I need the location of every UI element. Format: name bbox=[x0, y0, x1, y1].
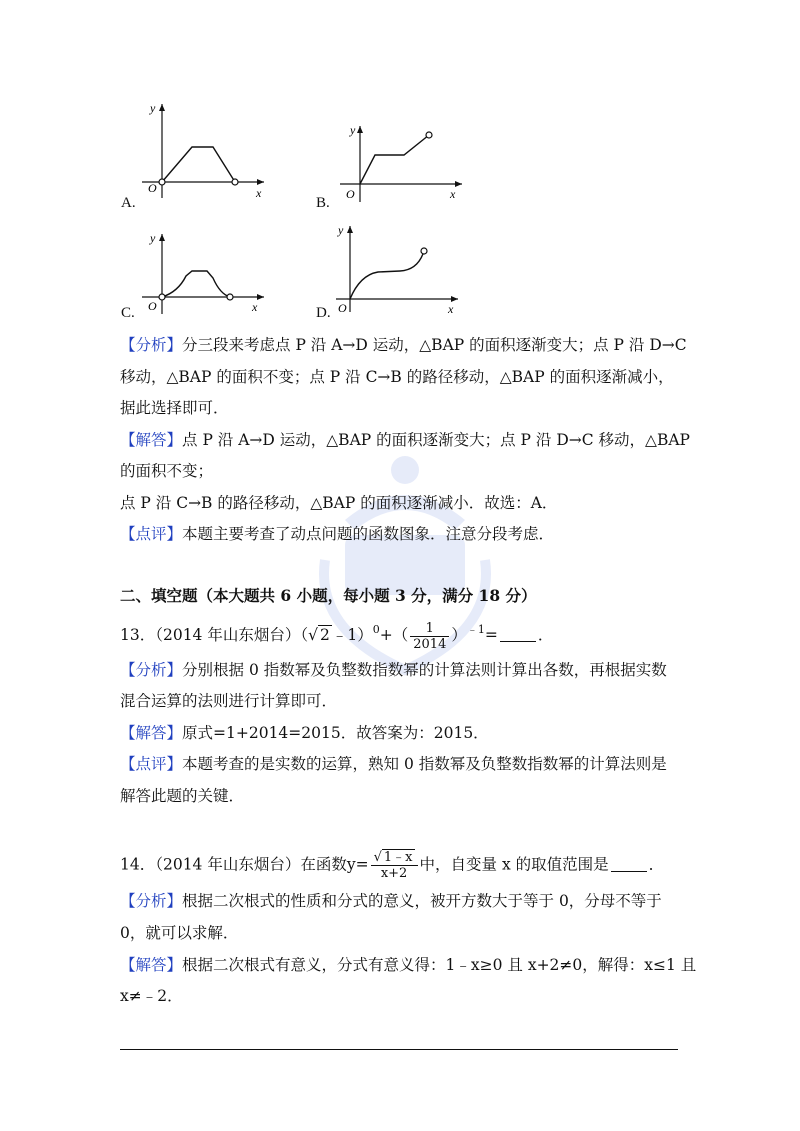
q13-answer-blank bbox=[500, 627, 536, 642]
q13-fraction-numerator: 1 bbox=[410, 621, 449, 637]
q12-comment-text-1: 本题主要考查了动点问题的函数图象．注意分段考虑． bbox=[182, 525, 555, 543]
graph-c-origin-label: O bbox=[148, 299, 157, 313]
q13-comment-line-1 bbox=[120, 754, 667, 774]
graph-b-y-label: y bbox=[350, 123, 356, 137]
graph-d-x-label: x bbox=[448, 302, 454, 315]
graph-d-origin-label: O bbox=[338, 301, 347, 315]
q13-comment-text-1: 本题考查的是实数的运算，熟知 0 指数幂及负整数指数幂的计算法则是 bbox=[182, 755, 667, 773]
q14-sqrt-sign: √ bbox=[373, 850, 382, 865]
q14-solution-line-1 bbox=[120, 955, 696, 975]
q13-exponent-zero: 0 bbox=[372, 623, 380, 636]
q13-equals: = bbox=[484, 626, 498, 644]
q13-close-paren: ） bbox=[451, 626, 467, 644]
q12-analysis-line-2: 移动，△BAP 的面积不变；点 P 沿 C→B 的路径移动，△BAP 的面积逐渐减小， bbox=[120, 368, 674, 386]
graph-b-origin-label: O bbox=[346, 187, 355, 201]
q12-solution-line-3: 点 P 沿 C→B 的路径移动，△BAP 的面积逐渐减小．故选：A． bbox=[120, 494, 558, 512]
graph-a-origin-label: O bbox=[148, 181, 157, 195]
footer-rule bbox=[120, 1049, 678, 1050]
q13-plus-paren: +（ bbox=[379, 626, 409, 644]
q14-solution-text-1: 根据二次根式有意义，分式有意义得：1﹣x≥0 且 x+2≠0，解得：x≤1 且 bbox=[182, 956, 697, 974]
q14-analysis-tag: 【分析】 bbox=[120, 892, 183, 910]
q13-sqrt-sign: √ bbox=[308, 626, 318, 644]
q14-mid: 中，自变量 x 的取值范围是 bbox=[419, 855, 609, 874]
option-c-label: C. bbox=[121, 305, 135, 321]
q12-solution-text-1: 点 P 沿 A→D 运动，△BAP 的面积逐渐变大；点 P 沿 D→C 移动，△BAP bbox=[182, 431, 690, 449]
q13-end: ． bbox=[537, 626, 554, 644]
q12-analysis-tag: 【分析】 bbox=[120, 336, 183, 354]
q14-analysis-line-2: 0，就可以求解． bbox=[120, 924, 239, 942]
q14-fraction bbox=[371, 850, 418, 881]
q12-analysis-text-1: 分三段来考虑点 P 沿 A→D 运动，△BAP 的面积逐渐变大；点 P 沿 D→C bbox=[182, 336, 687, 354]
graph-option-b bbox=[338, 122, 468, 207]
q14-sqrt-arg: 1﹣x bbox=[383, 850, 413, 865]
option-d-label: D. bbox=[316, 305, 331, 321]
q13-minus-one: ﹣1） bbox=[331, 626, 373, 644]
q13-comment-tag: 【点评】 bbox=[120, 755, 183, 773]
q14-end: ． bbox=[648, 855, 665, 874]
q14-analysis-line-1 bbox=[120, 891, 662, 911]
graph-option-d bbox=[334, 220, 464, 315]
graph-c-y-label: y bbox=[150, 231, 156, 245]
q14-fraction-numerator bbox=[371, 850, 418, 866]
graph-a-y-label: y bbox=[150, 101, 156, 115]
q13-analysis-tag: 【分析】 bbox=[120, 661, 183, 679]
q13-question bbox=[120, 620, 553, 652]
q14-analysis-text-1: 根据二次根式的性质和分式的意义，被开方数大于等于 0，分母不等于 bbox=[182, 892, 662, 910]
q13-solution-text-1: 原式=1+2014=2015．故答案为：2015． bbox=[182, 724, 489, 742]
graph-option-a bbox=[140, 100, 270, 200]
q14-solution-line-2: x≠﹣2． bbox=[120, 987, 183, 1005]
q14-fraction-denominator: x+2 bbox=[380, 866, 408, 881]
q13-solution-line-1 bbox=[120, 723, 489, 743]
q14-solution-tag: 【解答】 bbox=[120, 956, 183, 974]
q14-y-equals: y= bbox=[346, 855, 369, 874]
q13-comment-line-2: 解答此题的关键． bbox=[120, 787, 245, 805]
graph-c-x-label: x bbox=[252, 300, 258, 314]
q13-prefix: 13．（2014 年山东烟台）（ bbox=[120, 626, 309, 644]
q13-sqrt-arg: 2 bbox=[320, 626, 330, 644]
q12-analysis-line-3: 据此选择即可． bbox=[120, 399, 229, 417]
q14-answer-blank bbox=[611, 857, 647, 872]
q12-solution-tag: 【解答】 bbox=[120, 431, 183, 449]
q13-exponent-neg-one: ﹣1 bbox=[466, 623, 485, 636]
q12-solution-line-1 bbox=[120, 430, 690, 450]
q13-analysis-text-1: 分别根据 0 指数幂及负整数指数幂的计算法则计算出各数，再根据实数 bbox=[182, 661, 667, 679]
q13-analysis-line-1 bbox=[120, 660, 667, 680]
section-heading: 二、填空题（本大题共 6 小题，每小题 3 分，满分 18 分） bbox=[120, 586, 537, 605]
graph-b-x-label: x bbox=[450, 187, 456, 201]
q14-prefix: 14．（2014 年山东烟台）在函数 bbox=[120, 855, 347, 874]
q13-solution-tag: 【解答】 bbox=[120, 724, 183, 742]
option-b-label: B. bbox=[316, 195, 330, 211]
q12-comment-line-1 bbox=[120, 524, 554, 544]
q12-solution-line-2: 的面积不变； bbox=[120, 462, 214, 480]
q12-analysis-line-1 bbox=[120, 335, 687, 355]
q13-analysis-line-2: 混合运算的法则进行计算即可． bbox=[120, 692, 338, 710]
graph-a-x-label: x bbox=[256, 186, 262, 200]
graph-d-y-label: y bbox=[338, 223, 344, 237]
q13-fraction bbox=[410, 621, 449, 652]
q12-comment-tag: 【点评】 bbox=[120, 525, 183, 543]
graph-option-c bbox=[140, 228, 270, 318]
option-a-label: A. bbox=[121, 195, 136, 211]
q14-question bbox=[120, 850, 664, 881]
q13-fraction-denominator: 2014 bbox=[413, 636, 447, 652]
